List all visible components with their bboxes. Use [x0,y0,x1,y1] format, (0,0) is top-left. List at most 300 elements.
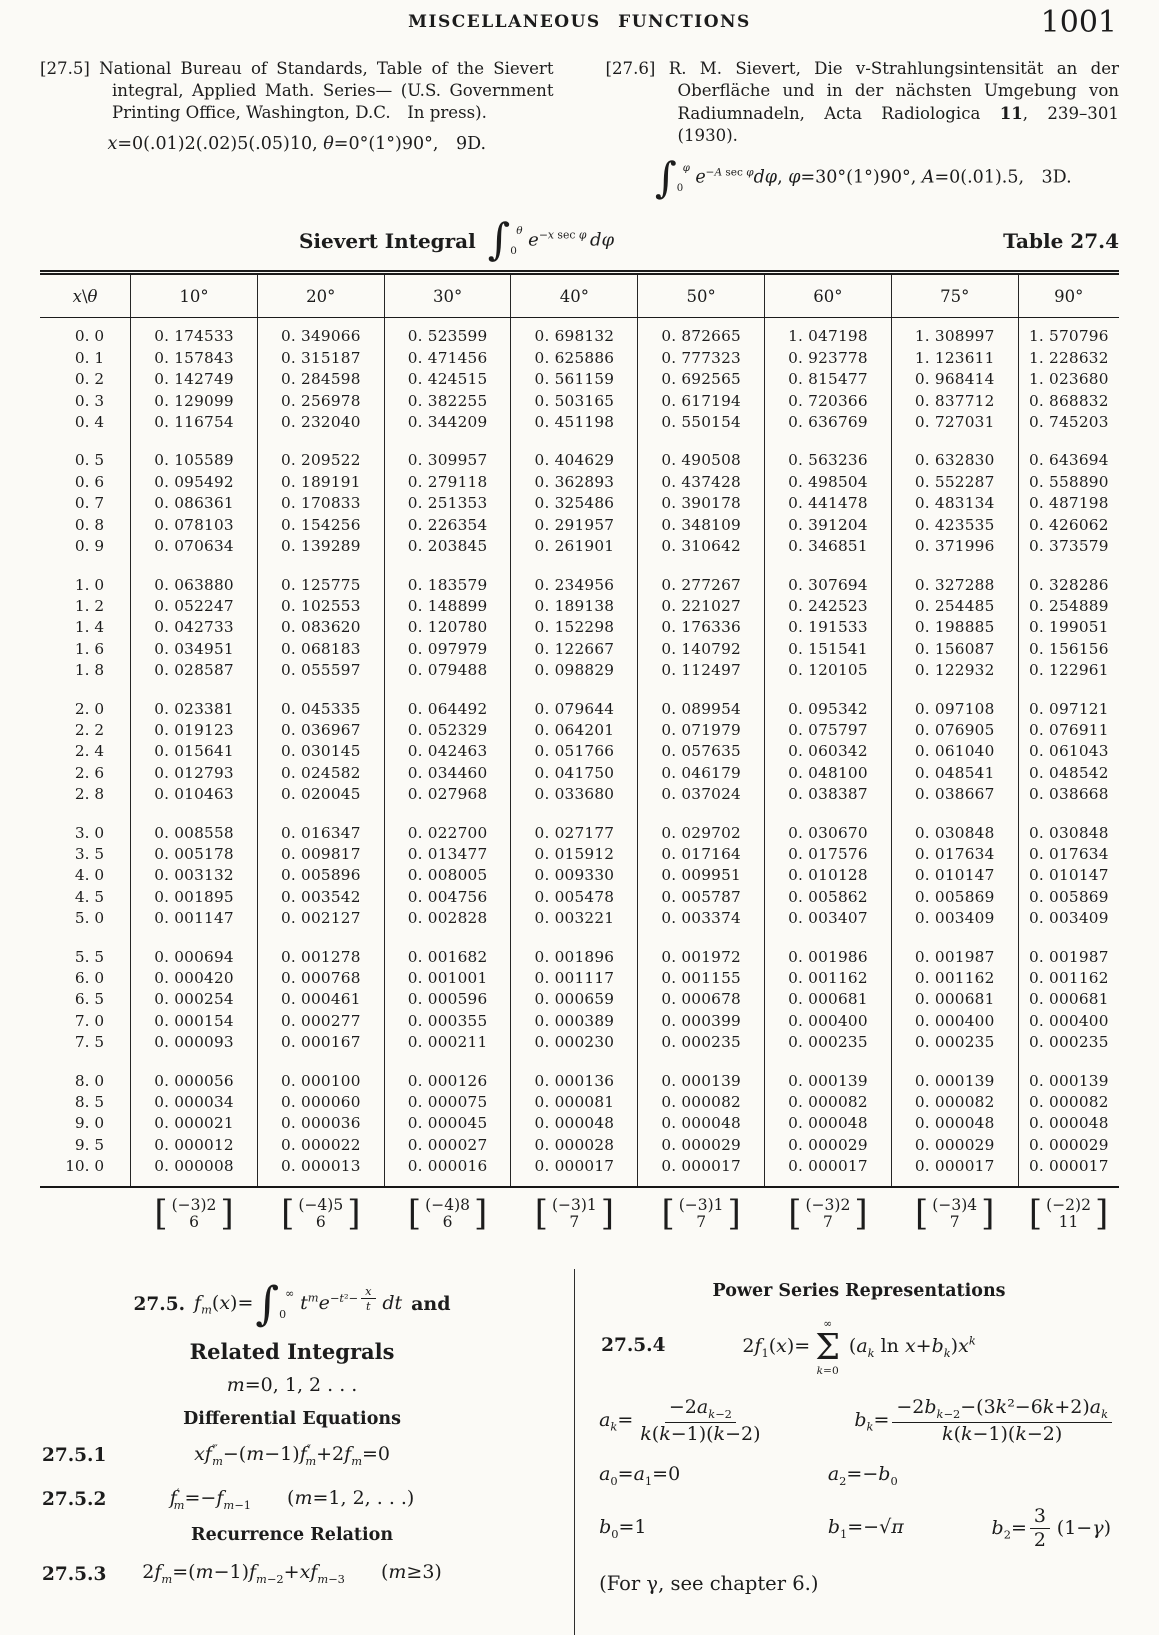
row-x-value: 2. 8 [74,785,105,804]
group-gap-row [40,433,1119,450]
row-x-value: 1. 2 [74,596,105,615]
table-cell: 0. 076905 [891,720,1018,741]
table-cell: 1. 123611 [891,348,1018,369]
table-cell: 0. 315187 [257,348,384,369]
table-cell: 0. 148899 [384,596,511,617]
table-cell: 0. 199051 [1018,617,1119,638]
table-row [40,318,1119,348]
table-cell: 0. 000596 [384,989,511,1010]
table-cell: 0. 000028 [511,1135,638,1156]
table-row [40,472,1119,493]
table-cell: 0. 046179 [638,763,765,784]
table-cell: 0. 348109 [638,515,765,536]
table-cell: 0. 423535 [891,515,1018,536]
table-row [40,699,1119,720]
table-cell: 0. 022700 [384,823,511,844]
table-cell: 0. 075797 [765,720,892,741]
b0-value: $b_0=1$ [599,1516,647,1542]
table-cell: 0. 923778 [765,348,892,369]
table-cell: 0. 777323 [638,348,765,369]
table-cell: 0. 203845 [384,536,511,557]
table-cell: 0. 013477 [384,844,511,865]
reference-text [606,58,1120,147]
table-cell: 0. 382255 [384,391,511,412]
row-x-value: 5. 0 [74,909,105,928]
table-cell: 0. 001117 [511,968,638,989]
table-cell: 0. 000060 [257,1092,384,1113]
table-row [40,968,1119,989]
reference-body: R. M. Sievert, Die v-Strahlungsintensität an der Oberfläche und in der nächsten Umgebung von Radiumnadeln, Acta Radiologica [668,59,1119,124]
table-row [40,596,1119,617]
table-cell: 0. 105589 [131,450,258,471]
table-cell: 0. 010147 [891,865,1018,886]
equation-condition: (m=1, 2, . . .) [287,1487,415,1510]
row-x-value: 1. 6 [74,639,105,658]
table-cell: 0. 033680 [511,784,638,805]
table-row [40,989,1119,1010]
table-cell: 0. 000029 [765,1135,892,1156]
table-cell: 0. 027177 [511,823,638,844]
tabulation-range-note: x=0(.01)2(.02)5(.05)10, θ=0°(1°)90°, 9D. [107,134,487,155]
equation-body: $f'_m=-f_{m-1}$ [169,1486,251,1513]
subheading-differential: Differential Equations [183,1408,401,1429]
table-cell: 0. 005178 [131,844,258,865]
table-cell: 0. 112497 [638,660,765,681]
column-header-50deg: 50° [638,273,765,318]
table-cell: 0. 005869 [1018,887,1119,908]
table-cell: 0. 000082 [638,1092,765,1113]
table-cell: 0. 256978 [257,391,384,412]
table-cell: 0. 174533 [131,318,258,348]
table-title-row [40,215,1119,266]
table-cell: 0. 016347 [257,823,384,844]
table-cell: 0. 362893 [511,472,638,493]
table-cell: 0. 030848 [1018,823,1119,844]
table-cell: 0. 424515 [384,369,511,390]
ak-formula: $a_k=$ $\frac{-2a_{k-2}}{k(k-1)(k-2)}$ [599,1396,761,1445]
table-cell: 0. 727031 [891,412,1018,433]
column-header-30deg: 30° [384,273,511,318]
table-cell: 0. 404629 [511,450,638,471]
table-row [40,1113,1119,1134]
related-integrals-section [40,1269,574,1634]
table-cell: 0. 010147 [1018,865,1119,886]
table-cell: 0. 183579 [384,575,511,596]
table-cell: 0. 487198 [1018,493,1119,514]
table-cell: 0. 000029 [1018,1135,1119,1156]
section-heading: Power Series Representations [712,1281,1006,1302]
table-cell: 0. 001972 [638,947,765,968]
table-cell: 0. 001162 [891,968,1018,989]
table-cell: 0. 140792 [638,639,765,660]
table-cell: 0. 617194 [638,391,765,412]
table-cell: 0. 000048 [765,1113,892,1134]
table-cell: 0. 129099 [131,391,258,412]
tabulation-range-note: ∫ φ 0 $e^{-A sec \varphi}d\varphi$, φ=30°(1°)90°, A=0(.01).5, 3D. [654,153,1072,203]
table-cell: 0. 156087 [891,639,1018,660]
b-coefficients [599,1506,1119,1552]
table-cell: 0. 254485 [891,596,1018,617]
table-cell: 0. 632830 [891,450,1018,471]
reference-volume: 11 [999,103,1023,124]
row-x-value: 0. 4 [74,413,105,432]
sievert-table-body [40,318,1119,1187]
table-cell: 0. 002127 [257,908,384,929]
table-cell: 0. 327288 [891,575,1018,596]
table-cell: 0. 000029 [638,1135,765,1156]
table-cell: 0. 189138 [511,596,638,617]
table-cell: 0. 041750 [511,763,638,784]
sievert-integral-table [40,270,1119,1243]
table-cell: 0. 325486 [511,493,638,514]
row-x-value: 1. 0 [74,575,105,594]
column-header-40deg: 40° [511,273,638,318]
table-cell: 0. 251353 [384,493,511,514]
row-x-value: 1. 8 [74,661,105,680]
table-cell: 0. 000230 [511,1032,638,1053]
table-row [40,348,1119,369]
table-cell: 0. 120105 [765,660,892,681]
table-cell: 0. 000678 [638,989,765,1010]
table-row [40,865,1119,886]
table-cell: 0. 017576 [765,844,892,865]
table-cell: 0. 191533 [765,617,892,638]
table-cell: 0. 089954 [638,699,765,720]
table-cell: 0. 102553 [257,596,384,617]
running-head: MISCELLANEOUS FUNCTIONS [408,12,751,32]
table-cell: 0. 000211 [384,1032,511,1053]
table-cell: 0. 030145 [257,741,384,762]
row-x-value: 0. 3 [74,391,105,410]
table-row [40,369,1119,390]
table-cell: 0. 097121 [1018,699,1119,720]
table-cell: 0. 051766 [511,741,638,762]
table-cell: 0. 154256 [257,515,384,536]
table-cell: 0. 000389 [511,1011,638,1032]
table-cell: 0. 344209 [384,412,511,433]
table-cell: 0. 968414 [891,369,1018,390]
table-cell: 0. 048100 [765,763,892,784]
table-cell: 0. 503165 [511,391,638,412]
table-cell: 0. 221027 [638,596,765,617]
equation-body: $xf^‴_m-(m-1)f''_m+2f_m=0$ [194,1441,391,1469]
coefficient-formulas [599,1397,1119,1445]
m-range: m=0, 1, 2 . . . [226,1373,358,1396]
and-word: and [411,1293,451,1316]
table-cell: 1. 023680 [1018,369,1119,390]
table-cell: 0. 070634 [131,536,258,557]
table-cell: 0. 156156 [1018,639,1119,660]
table-cell: 0. 279118 [384,472,511,493]
table-label: Table 27.4 [1003,228,1119,253]
column-header-10deg: 10° [131,273,258,318]
table-cell: 0. 176336 [638,617,765,638]
row-x-value: 7. 5 [74,1033,105,1052]
table-cell: 0. 868832 [1018,391,1119,412]
table-cell: 0. 000254 [131,989,258,1010]
table-cell: 0. 078103 [131,515,258,536]
table-cell: 0. 000082 [891,1092,1018,1113]
table-cell: 0. 000461 [257,989,384,1010]
row-x-value: 8. 0 [74,1071,105,1090]
error-bracket-note: [ (−4)5 6 ] [257,1187,384,1244]
table-cell: 0. 437428 [638,472,765,493]
table-cell: 0. 000056 [131,1071,258,1092]
table-cell: 0. 000017 [765,1156,892,1186]
table-cell: 0. 001896 [511,947,638,968]
table-row [40,720,1119,741]
table-cell: 0. 000027 [384,1135,511,1156]
table-row [40,844,1119,865]
table-cell: 0. 052329 [384,720,511,741]
table-cell: 0. 086361 [131,493,258,514]
table-cell: 0. 001001 [384,968,511,989]
group-gap-row [40,806,1119,823]
table-cell: 0. 523599 [384,318,511,348]
table-cell: 0. 426062 [1018,515,1119,536]
table-cell: 0. 042733 [131,617,258,638]
table-cell: 0. 000235 [765,1032,892,1053]
subheading-recurrence: Recurrence Relation [191,1525,394,1546]
b1-value: $b_1=-√\pi$ [827,1516,904,1542]
column-header-75deg: 75° [891,273,1018,318]
error-bracket-note: [ (−3)1 7 ] [638,1187,765,1244]
table-cell: 0. 000100 [257,1071,384,1092]
table-cell: 0. 030670 [765,823,892,844]
table-cell: 0. 095492 [131,472,258,493]
table-cell: 0. 000126 [384,1071,511,1092]
a2-value: $a_2=-b_0$ [827,1463,898,1488]
table-cell: 0. 083620 [257,617,384,638]
row-x-value: 0. 1 [74,348,105,367]
table-cell: 0. 042463 [384,741,511,762]
table-cell: 0. 001682 [384,947,511,968]
table-cell: 0. 277267 [638,575,765,596]
table-row [40,908,1119,929]
table-cell: 0. 310642 [638,536,765,557]
table-cell: 0. 061043 [1018,741,1119,762]
table-cell: 0. 003221 [511,908,638,929]
table-row [40,1092,1119,1113]
group-gap-row [40,1054,1119,1071]
table-cell: 0. 000681 [891,989,1018,1010]
table-cell: 0. 483134 [891,493,1018,514]
table-cell: 0. 030848 [891,823,1018,844]
table-cell: 0. 019123 [131,720,258,741]
table-cell: 0. 242523 [765,596,892,617]
table-cell: 0. 001987 [1018,947,1119,968]
reference-body: National Bureau of Standards, Table of the Sievert integral, Applied Math. Series— (U.S. Government Printing Office, Washington, D.C. In press). [99,59,554,123]
footnote-empty-cell [40,1187,131,1244]
table-row [40,575,1119,596]
table-row [40,947,1119,968]
equation-27-5-1 [40,1442,544,1468]
table-cell: 0. 636769 [765,412,892,433]
table-cell: 0. 095342 [765,699,892,720]
row-x-value: 0. 9 [74,537,105,556]
table-cell: 1. 308997 [891,318,1018,348]
table-cell: 0. 024582 [257,763,384,784]
table-cell: 0. 000029 [891,1135,1018,1156]
table-cell: 0. 000659 [511,989,638,1010]
table-cell: 0. 097108 [891,699,1018,720]
table-cell: 0. 000400 [1018,1011,1119,1032]
table-cell: 0. 079488 [384,660,511,681]
table-cell: 0. 061040 [891,741,1018,762]
table-cell: 0. 000277 [257,1011,384,1032]
table-cell: 0. 349066 [257,318,384,348]
row-x-value: 0. 8 [74,515,105,534]
equation-condition: (m≥3) [380,1561,442,1584]
table-cell: 0. 000154 [131,1011,258,1032]
table-cell: 0. 002828 [384,908,511,929]
row-x-value: 2. 0 [74,699,105,718]
reference-body: , 239–301 (1930). [677,104,1119,146]
table-cell: 0. 000021 [131,1113,258,1134]
table-cell: 0. 391204 [765,515,892,536]
equation-number: 27.5.2 [42,1489,107,1511]
a-coefficients [599,1463,1119,1488]
table-cell: 0. 000045 [384,1113,511,1134]
table-row [40,741,1119,762]
table-cell: 0. 309957 [384,450,511,471]
table-cell: 0. 815477 [765,369,892,390]
table-cell: 0. 001278 [257,947,384,968]
reference-text [40,58,554,124]
table-cell: 0. 142749 [131,369,258,390]
error-bracket-note: [ (−3)1 7 ] [511,1187,638,1244]
row-x-value: 0. 5 [74,451,105,470]
table-cell: 0. 015912 [511,844,638,865]
column-header-60deg: 60° [765,273,892,318]
table-cell: 0. 015641 [131,741,258,762]
table-cell: 0. 052247 [131,596,258,617]
table-cell: 0. 000081 [511,1092,638,1113]
reference-27-6 [605,58,1120,203]
table-cell: 0. 064492 [384,699,511,720]
group-gap-row [40,930,1119,947]
reference-27-5 [40,58,554,199]
table-cell: 0. 005869 [891,887,1018,908]
table-cell: 0. 000681 [765,989,892,1010]
table-cell: 0. 001895 [131,887,258,908]
table-cell: 0. 038668 [1018,784,1119,805]
table-cell: 0. 837712 [891,391,1018,412]
table-cell: 0. 038667 [891,784,1018,805]
table-cell: 1. 570796 [1018,318,1119,348]
row-x-value: 1. 4 [74,618,105,637]
row-x-value: 2. 4 [74,742,105,761]
table-cell: 0. 000235 [1018,1032,1119,1053]
table-cell: 0. 037024 [638,784,765,805]
table-row [40,617,1119,638]
table-cell: 0. 625886 [511,348,638,369]
reference-label: [27.5] [40,59,90,78]
page-number: 1001 [1040,5,1117,40]
table-cell: 0. 034460 [384,763,511,784]
table-cell: 0. 003409 [1018,908,1119,929]
table-cell: 0. 000034 [131,1092,258,1113]
definition-formula: $f_m(x)=$ ∫ ∞ 0 $t^me^{-t^2- \frac{x}{t}}$ dt [194,1277,403,1331]
table-cell: 0. 346851 [765,536,892,557]
b2-value: $b_2=$ $\frac{3}{2}$ (1−γ) [991,1505,1111,1552]
row-x-value: 0. 7 [74,494,105,513]
table-cell: 0. 000082 [765,1092,892,1113]
row-x-value: 10. 0 [65,1157,105,1176]
table-cell: 1. 228632 [1018,348,1119,369]
table-cell: 0. 001147 [131,908,258,929]
table-cell: 0. 000017 [891,1156,1018,1186]
equation-number: 27.5.1 [42,1444,107,1466]
table-cell: 0. 226354 [384,515,511,536]
table-cell: 0. 004756 [384,887,511,908]
table-cell: 0. 152298 [511,617,638,638]
table-cell: 0. 009330 [511,865,638,886]
table-cell: 0. 720366 [765,391,892,412]
table-cell: 0. 371996 [891,536,1018,557]
table-cell: 0. 048542 [1018,763,1119,784]
table-cell: 0. 000048 [1018,1113,1119,1134]
table-cell: 0. 000139 [638,1071,765,1092]
reference-label: [27.6] [605,59,656,78]
equation-27-5-4 [599,1317,1119,1377]
row-x-value: 7. 0 [74,1011,105,1030]
table-cell: 0. 284598 [257,369,384,390]
table-row [40,412,1119,433]
page-header [40,6,1119,42]
power-series-section [574,1269,1119,1634]
table-cell: 0. 000139 [765,1071,892,1092]
table-cell: 0. 441478 [765,493,892,514]
section-heading: Related Integrals [189,1338,395,1364]
table-cell: 0. 020045 [257,784,384,805]
table-cell: 0. 009817 [257,844,384,865]
table-cell: 0. 234956 [511,575,638,596]
header-row [40,273,1119,318]
error-bracket-note: [ (−3)4 7 ] [891,1187,1018,1244]
table-cell: 0. 000355 [384,1011,511,1032]
table-cell: 0. 000036 [257,1113,384,1134]
table-cell: 0. 003132 [131,865,258,886]
table-cell: 0. 000768 [257,968,384,989]
table-cell: 0. 291957 [511,515,638,536]
references [40,58,1119,203]
table-row [40,536,1119,557]
row-x-value: 2. 2 [74,720,105,739]
table-row [40,784,1119,805]
table-cell: 0. 254889 [1018,596,1119,617]
table-cell: 0. 209522 [257,450,384,471]
table-cell: 0. 000235 [891,1032,1018,1053]
table-cell: 0. 307694 [765,575,892,596]
table-cell: 0. 000681 [1018,989,1119,1010]
table-cell: 0. 120780 [384,617,511,638]
table-cell: 0. 122961 [1018,660,1119,681]
table-cell: 0. 000012 [131,1135,258,1156]
table-cell: 0. 000017 [638,1156,765,1186]
table-cell: 0. 008558 [131,823,258,844]
table-cell: 0. 000075 [384,1092,511,1113]
corner-header: x\θ [40,273,131,318]
a0-a1-values: $a_0=a_1=0$ [599,1463,681,1488]
table-cell: 0. 009951 [638,865,765,886]
table-cell: 0. 098829 [511,660,638,681]
row-x-value: 6. 0 [74,969,105,988]
table-row [40,823,1119,844]
table-cell: 0. 001987 [891,947,1018,968]
table-row [40,660,1119,681]
table-row [40,639,1119,660]
